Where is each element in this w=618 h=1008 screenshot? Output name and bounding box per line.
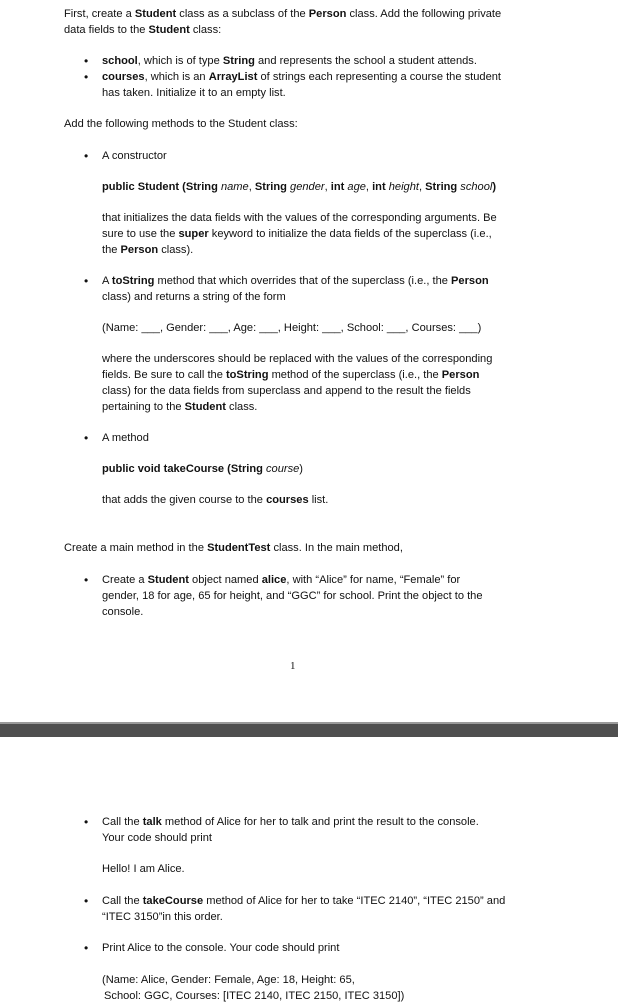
main-intro: Create a main method in the StudentTest class. In the main method, bbox=[64, 542, 403, 554]
field-school: school, which is of type String and represents the school a student attends. bbox=[102, 55, 477, 67]
bullet: • bbox=[84, 431, 89, 445]
bullet: • bbox=[84, 573, 89, 587]
methods-intro: Add the following methods to the Student class: bbox=[64, 118, 298, 130]
bullet: • bbox=[84, 815, 89, 829]
bullet: • bbox=[84, 149, 89, 163]
document-page-2 bbox=[0, 737, 618, 1008]
intro-paragraph: First, create a Student class as a subclass of the Person class. Add the following private data fields to the Student class: bbox=[64, 8, 502, 36]
tostring-format: (Name: ___, Gender: ___, Age: ___, Height: ___, School: ___, Courses: ___) bbox=[102, 322, 482, 334]
takecourse-description: that adds the given course to the courses list. bbox=[102, 494, 329, 506]
constructor-signature: public Student (String name, String gender, int age, int height, String school) bbox=[102, 181, 497, 193]
takecourse-instruction: Call the takeCourse method of Alice for her to take “ITEC 2140”, “ITEC 2150” and “ITEC 3150”in this order. bbox=[102, 895, 506, 923]
bullet: • bbox=[84, 70, 89, 84]
print-instruction: Print Alice to the console. Your code should print bbox=[102, 942, 340, 954]
alice-instruction: Create a Student object named alice, with “Alice” for name, “Female” for gender, 18 for age, 65 for height, and “GGC” for school. Print the object to the console. bbox=[102, 574, 483, 618]
bullet: • bbox=[84, 54, 89, 68]
talk-instruction: Call the talk method of Alice for her to talk and print the result to the console. Your code should print bbox=[102, 816, 479, 844]
page-number: 1 bbox=[290, 660, 296, 672]
takecourse-signature: public void takeCourse (String course) bbox=[102, 463, 303, 475]
talk-output: Hello! I am Alice. bbox=[102, 863, 185, 875]
constructor-label: A constructor bbox=[102, 150, 167, 162]
bullet: • bbox=[84, 894, 89, 908]
print-output: (Name: Alice, Gender: Female, Age: 18, Height: 65, School: GGC, Courses: [ITEC 2140, ITEC 2150, ITEC 3150]) bbox=[102, 974, 405, 1002]
tostring-details: where the underscores should be replaced with the values of the corresponding fields. Be sure to call the toString method of the superclass (i.e., the Person class) for the data fields from superclass and append to the result the fields pertaining to the Student class. bbox=[102, 353, 493, 413]
takecourse-label: A method bbox=[102, 432, 149, 444]
constructor-description: that initializes the data fields with the values of the corresponding arguments. Be sure to use the super keyword to initialize the data fields of the superclass (i.e., the Person class). bbox=[102, 212, 497, 256]
tostring-description: A toString method that which overrides that of the superclass (i.e., the Person class) and returns a string of the form bbox=[102, 275, 489, 303]
bullet: • bbox=[84, 274, 89, 288]
bullet: • bbox=[84, 941, 89, 955]
page-separator bbox=[0, 722, 618, 737]
field-courses: courses, which is an ArrayList of strings each representing a course the student has taken. Initialize it to an empty list. bbox=[102, 71, 501, 99]
